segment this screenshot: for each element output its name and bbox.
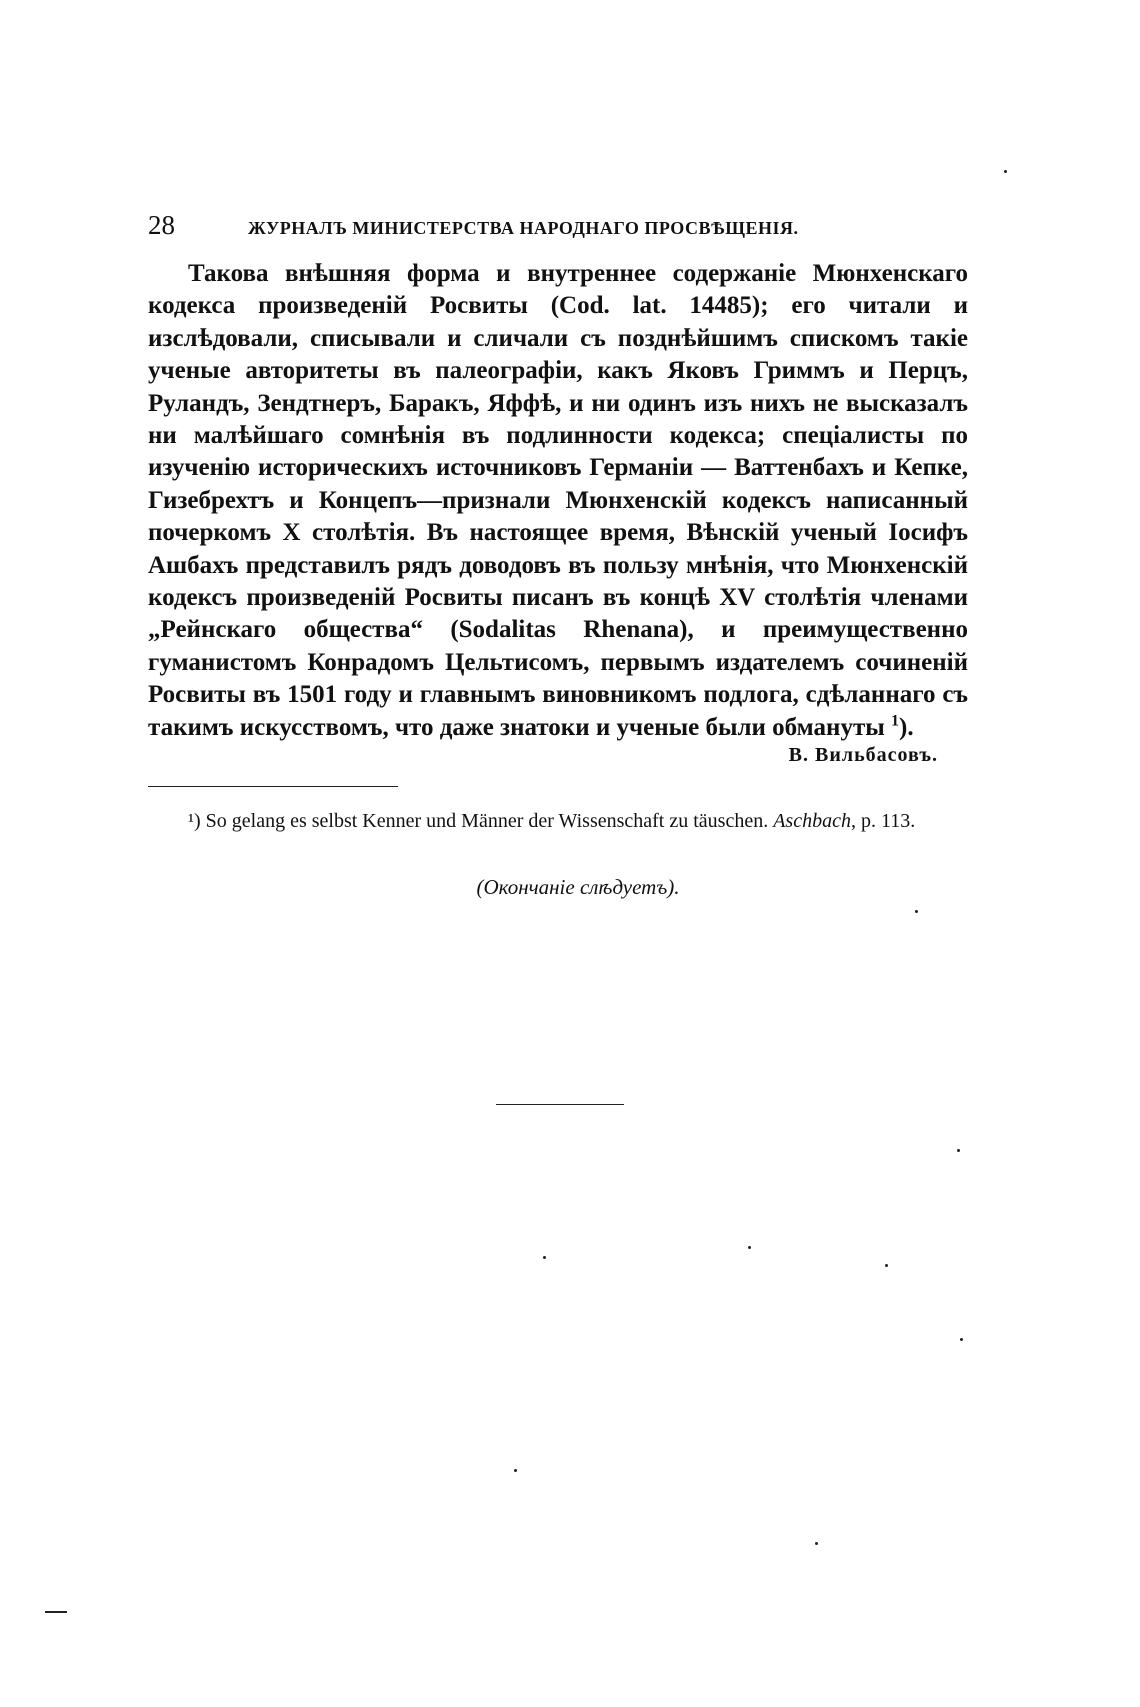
body-paragraph	[148, 258, 968, 744]
scan-speck	[543, 1256, 546, 1259]
scan-speck	[815, 1542, 818, 1545]
body-paragraph-text: Такова внѣшняя форма и внутреннее содержаніе Мюнхенскаго кодекса произведеній Росвиты (Cod. lat. 14485); его читали и изслѣдовали, списывали и сличали съ позднѣйшимъ спискомъ такіе ученые авторитеты въ палеографіи, какъ Яковъ Гриммъ и Перцъ, Руландъ, Зендтнеръ, Баракъ, Яффѣ, и ни одинъ изъ нихъ не высказалъ ни малѣйшаго сомнѣнія въ подлинности кодекса; спеціалисты по изученію историческихъ источниковъ Германіи — Ваттенбахъ и Кепке, Гизебрехтъ и Концепъ—признали Мюнхенскій кодексъ написанный почеркомъ X столѣтія. Въ настоящее время, Вѣнскій ученый Іосифъ Ашбахъ представилъ рядъ доводовъ въ пользу мнѣнія, что Мюнхенскій кодексъ произведеній Росвиты писанъ въ концѣ XV столѣтія членами „Рейнскаго общества“ (Sodalitas Rhenana), и преимущественно гуманистомъ Конрадомъ Цельтисомъ, первымъ издателемъ сочиненій Росвиты въ 1501 году и главнымъ виновникомъ подлога, сдѣланнаго съ такимъ искусствомъ, что даже знатоки и ученые были обмануты	[148, 260, 968, 741]
scan-speck	[885, 1264, 888, 1267]
continuation-note: (Окончаніе слѣдуетъ).	[476, 875, 680, 900]
page-number: 28	[148, 210, 175, 240]
running-head: ЖУРНАЛЪ МИНИСТЕРСТВА НАРОДНАГО ПРОСВѢЩЕНІЯ.	[248, 218, 799, 238]
footnote-reference: 1	[891, 712, 899, 730]
scan-speck	[1004, 170, 1007, 173]
page	[148, 210, 968, 900]
footnote-source: Aschbach	[773, 810, 851, 833]
footnote	[148, 807, 968, 835]
author-signature: В. Вильбасовъ.	[788, 744, 938, 767]
edge-mark	[45, 1611, 67, 1613]
footnote-text: So gelang es selbst Kenner und Männer der Wissenschaft zu täuschen.	[205, 810, 769, 833]
page-header	[148, 210, 968, 250]
scan-speck	[960, 1338, 963, 1341]
scan-speck	[915, 910, 918, 913]
scan-speck	[957, 1149, 960, 1152]
footnote-rule	[148, 786, 398, 787]
footnote-marker: ¹)	[188, 810, 201, 833]
end-rule	[496, 1104, 624, 1105]
body-paragraph-closing: ).	[899, 713, 914, 741]
scan-speck	[748, 1246, 751, 1249]
scan-speck	[514, 1469, 517, 1472]
footnote-page: , p. 113.	[850, 810, 916, 833]
